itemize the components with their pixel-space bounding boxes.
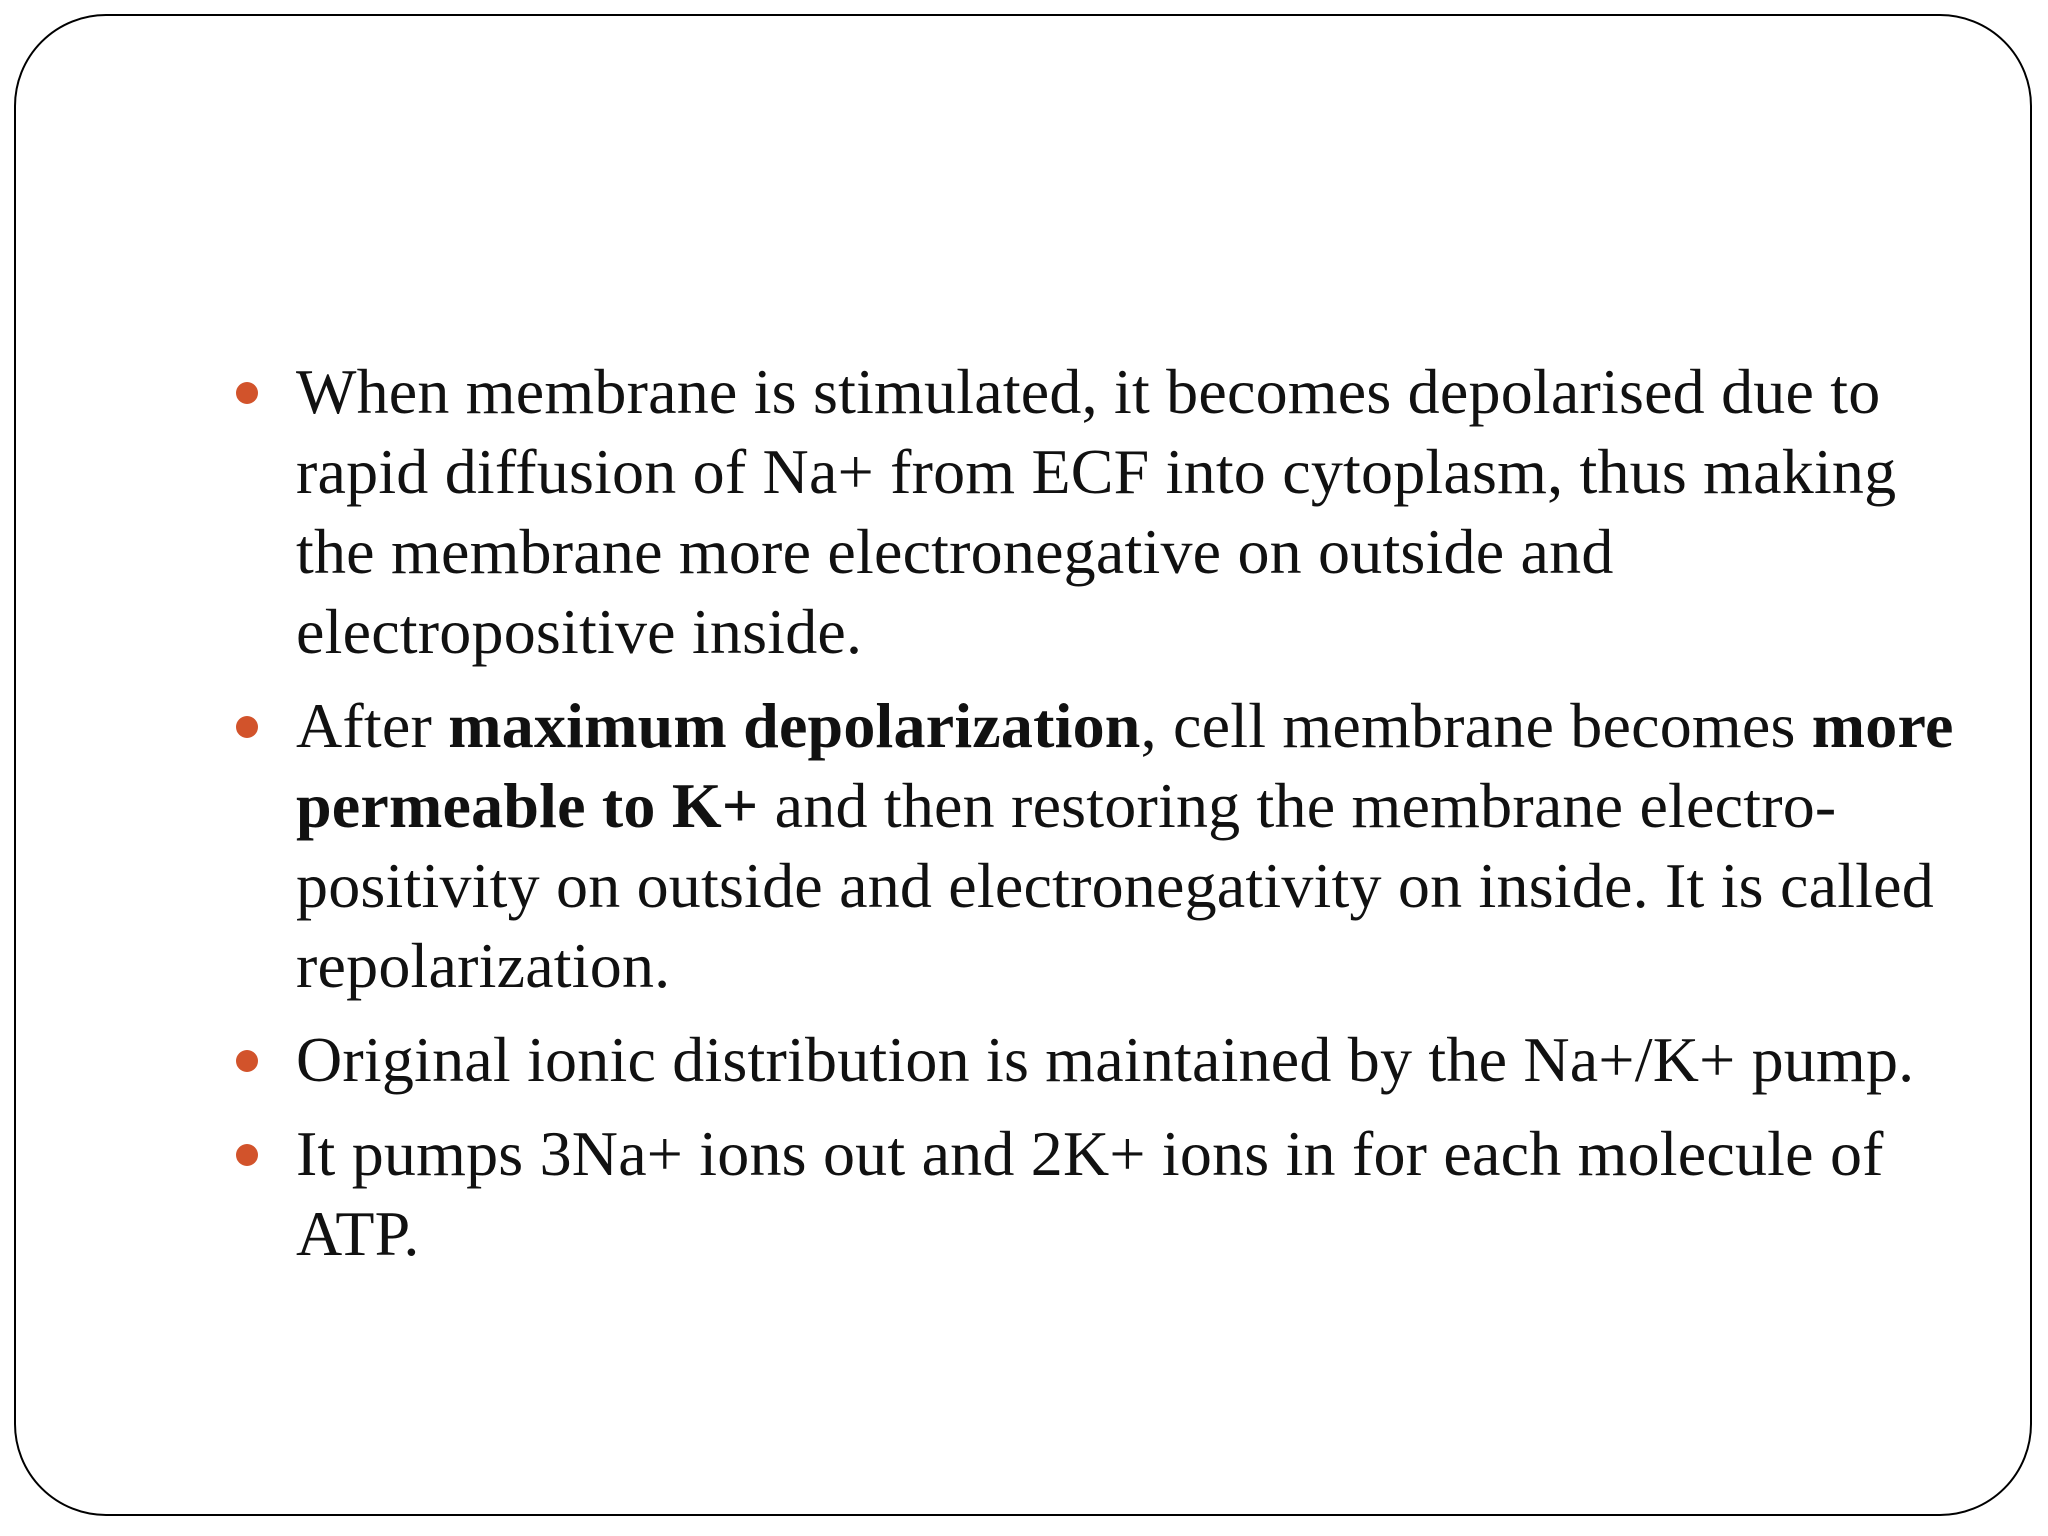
bullet-2-part-5: and then restoring the membrane electro-positivity on outside and electronegativity on inside. It is called repolarization. (296, 770, 1934, 1001)
bullet-2-bold-term-2: more permeable to K+ (296, 690, 1954, 841)
bullet-text-4 (296, 1118, 1884, 1269)
bullet-list (224, 352, 1984, 1274)
slide-frame (14, 14, 2032, 1516)
bullet-dot-icon (236, 716, 258, 738)
bullet-item-4 (224, 1114, 1984, 1274)
bullet-2-bold-term-1: maximum depolarization (448, 690, 1141, 761)
bullet-dot-icon (236, 1050, 258, 1072)
bullet-3-part-1: Original ionic distribution is maintained by the Na+/K+ pump. (296, 1024, 1915, 1095)
bullet-4-part-1: It pumps 3Na+ ions out and 2K+ ions in for each molecule of ATP. (296, 1118, 1884, 1269)
bullet-item-1 (224, 352, 1984, 672)
bullet-2-part-1: After (296, 690, 449, 761)
bullet-dot-icon (236, 1144, 258, 1166)
bullet-item-2 (224, 686, 1984, 1006)
bullet-1-part-1: When membrane is stimulated, it becomes depolarised due to rapid diffusion of Na+ from ECF into cytoplasm, thus making the membrane more electronegative on outside and electropositive inside. (296, 356, 1897, 667)
slide-content (224, 352, 1984, 1288)
bullet-2-part-3: , cell membrane becomes (1140, 690, 1812, 761)
bullet-text-1 (296, 356, 1896, 667)
bullet-text-2 (296, 690, 1954, 1001)
bullet-text-3 (296, 1024, 1914, 1095)
bullet-item-3 (224, 1020, 1984, 1100)
bullet-dot-icon (236, 382, 258, 404)
